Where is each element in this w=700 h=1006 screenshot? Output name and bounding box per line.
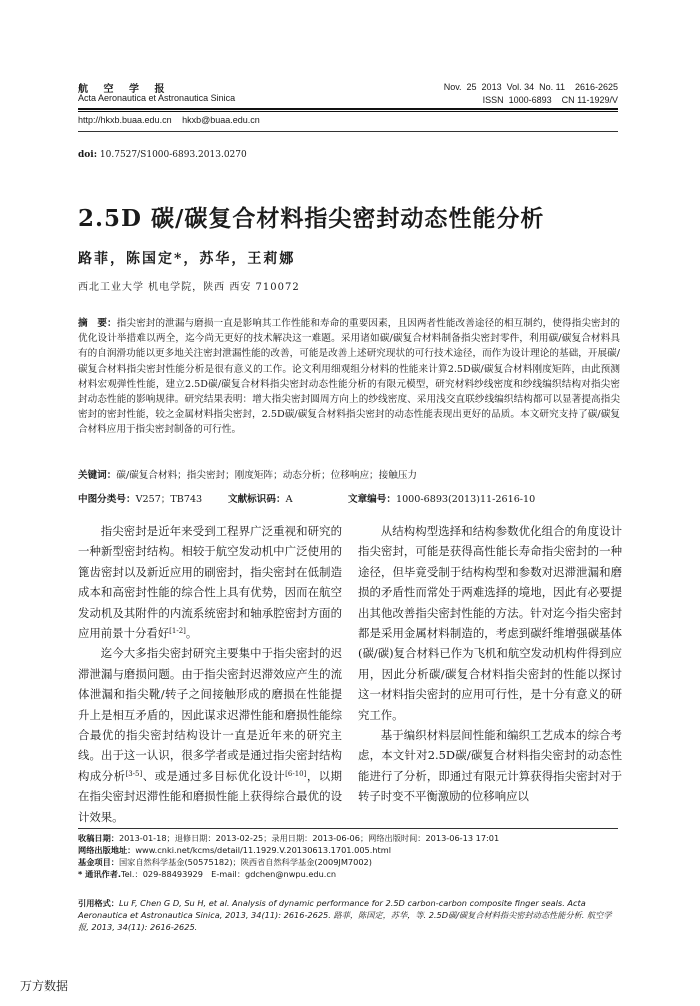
doc-code-label: 文献标识码：: [228, 494, 286, 505]
article-title: 2.5D 碳/碳复合材料指尖密封动态性能分析: [78, 205, 545, 232]
abstract-label: 摘 要：: [78, 318, 117, 329]
journal-url-link[interactable]: http://hkxb.buaa.edu.cn: [78, 115, 172, 125]
citation-ref[interactable]: [6-10]: [285, 769, 307, 778]
body-paragraph: 指尖密封是近年来受到工程界广泛重视和研究的一种新型密封结构。相较于航空发动机中广泛使用的篦齿密封以及新近应用的刷密封，指尖密封在低制造成本和高密封性能的综合性上具有优势，因而在航空发动机及其附件的内流系统密封和轴承腔密封方面的应用前景十分看好[1-2]。: [78, 524, 342, 641]
abstract: [78, 316, 620, 438]
footnote-dates: 收稿日期：2013-01-18；退修日期：2013-02-25；录用日期：2013-06-06；网络出版时间：2013-06-13 17:01: [78, 833, 500, 843]
abstract-text: 指尖密封的泄漏与磨损一直是影响其工作性能和寿命的重要因素，且因两者性能改善途径的相互制约，使得指尖密封的优化设计举措难以两全，迄今尚无更好的技术解决这一难题。采用诸如碳/碳复合材料制备指尖密封零件，利用碳/碳复合材料具有的自润滑功能以更多地关注密封泄漏性能的改善，可能是改善上述研究现状的可行技术途径，而作为设计理论的基础，开展碳/碳复合材料指尖密封性能分析是很有意义的工作。论文利用细观组分材料的性能来计算2.5D碳/碳复合材料刚度矩阵，由此预测材料宏观弹性性能，建立2.5D碳/碳复合材料指尖密封动态性能分析的有限元模型，研究材料纱线密度和纱线编织结构对指尖密封动态性能的影响规律。研究结果表明：增大指尖密封圆周方向上的纱线密度、采用浅交直联纱线编织结构都可以显著提高指尖密封的密封性能，较之金属材料指尖密封，2.5D碳/碳复合材料指尖密封的动态性能表现出更好的品质。本文研究支持了碳/碳复合材料应用于指尖密封制备的可行性。: [78, 318, 621, 436]
article-affiliation: 西北工业大学 机电学院，陕西 西安 710072: [78, 282, 300, 293]
journal-name-cn: 航 空 学 报: [78, 84, 171, 95]
body-paragraph: 从结构构型选择和结构参数优化组合的角度设计指尖密封，可能是获得高性能长寿命指尖密封的一种途径，但毕竟受制于结构构型和参数对迟滞泄漏和磨损的矛盾性而常处于两难选择的境地，因此有必要提出其他改善指尖密封性能的方法。针对迄今指尖密封都是采用金属材料制造的，考虑到碳纤维增强碳基体(碳/碳)复合材料已作为飞机和航空发动机构件得到应用，因此分析碳/碳复合材料指尖密封的性能以探讨这一材料指尖密封的应用可行性，是十分有意义的研究工作。: [358, 524, 622, 722]
article-authors: 路菲，陈国定*，苏华，王莉娜: [78, 251, 296, 267]
body-paragraph: 迄今大多指尖密封研究主要集中于指尖密封的迟滞泄漏与磨损问题。由于指尖密封迟滞效应产生的流体泄漏和指尖靴/转子之间接触形成的磨损在性能提升上是相互矛盾的，因此谋求迟滞性能和磨损性能综合最优的指尖密封结构设计一直是近年来的研究主线。出于这一认识，很多学者或是通过指尖密封结构构成分析[3-5]、或是通过多目标优化设计[6-10]，以期在指尖密封迟滞性能和磨损性能上获得综合最优的设计效果。: [78, 646, 342, 824]
footnote-fund: 基金项目：国家自然科学基金(50575182)；陕西省自然科学基金(2009JM7002): [78, 857, 372, 867]
online-url-link[interactable]: www.cnki.net/kcms/detail/11.1929.V.20130613.1701.005.html: [135, 845, 391, 855]
footnotes: [78, 832, 620, 880]
doi-value[interactable]: 10.7527/S1000-6893.2013.0270: [99, 150, 247, 160]
body-right-column: [358, 521, 622, 807]
journal-name-en: Acta Aeronautica et Astronautica Sinica: [78, 93, 236, 103]
clc-label: 中图分类号：: [78, 494, 136, 505]
footnote-corresponding: * 通讯作者.Tel.：029-88493929 E-mail：gdchen@nwpu.edu.cn: [78, 869, 337, 879]
clc-value: V257；TB743: [135, 494, 203, 505]
keywords-label: 关键词：: [78, 470, 117, 481]
header-rule-thin: [78, 111, 618, 112]
article-no-label: 文章编号：: [348, 494, 396, 505]
body-left-column: [78, 521, 342, 827]
url-rule: [78, 131, 618, 132]
footnote-online: 网络出版地址：www.cnki.net/kcms/detail/11.1929.V.20130613.1701.005.html: [78, 845, 391, 855]
doc-code-value: A: [285, 494, 293, 505]
issn-info: ISSN 1000-6893 CN 11-1929/V: [482, 95, 618, 105]
journal-links: [78, 115, 268, 125]
keywords-text: 碳/碳复合材料；指尖密封；刚度矩阵；动态分析；位移响应；接触压力: [116, 470, 418, 481]
footnote-rule: [78, 828, 618, 829]
citation-text: Lu F, Chen G D, Su H, et al. Analysis of dynamic performance for 2.5D carbon-carbon composite finger seals. Acta Aeronautica et Astronautica Sinica, 2013, 34(11): 2616-2625. 路菲，陈国定，苏华，等. 2.5D碳/碳复合材料指尖密封动态性能分析. 航空学报, 2013, 34(11): 2616-2625.: [78, 898, 612, 932]
keywords: [78, 467, 620, 481]
citation-ref[interactable]: [3-5]: [125, 769, 143, 778]
article-no-value: 1000-6893(2013)11-2616-10: [395, 494, 536, 505]
issue-info: Nov. 25 2013 Vol. 34 No. 11 2616-2625: [443, 82, 618, 92]
citation-format: [78, 897, 620, 933]
classification-line: [78, 491, 620, 505]
doi-label: doi:: [78, 150, 98, 160]
body-paragraph: 基于编织材料层间性能和编织工艺成本的综合考虑，本文针对2.5D碳/碳复合材料指尖密封的动态性能进行了分析，即通过有限元计算获得指尖密封对于转子时变不平衡激励的位移响应以: [358, 728, 622, 804]
journal-email-link[interactable]: hkxb@buaa.edu.cn: [182, 115, 260, 125]
watermark: 万方数据: [20, 979, 69, 993]
doi: [78, 150, 247, 160]
citation-label: 引用格式：: [78, 898, 119, 908]
citation-ref[interactable]: [1-2]: [169, 627, 186, 636]
header-rule: [78, 108, 618, 110]
